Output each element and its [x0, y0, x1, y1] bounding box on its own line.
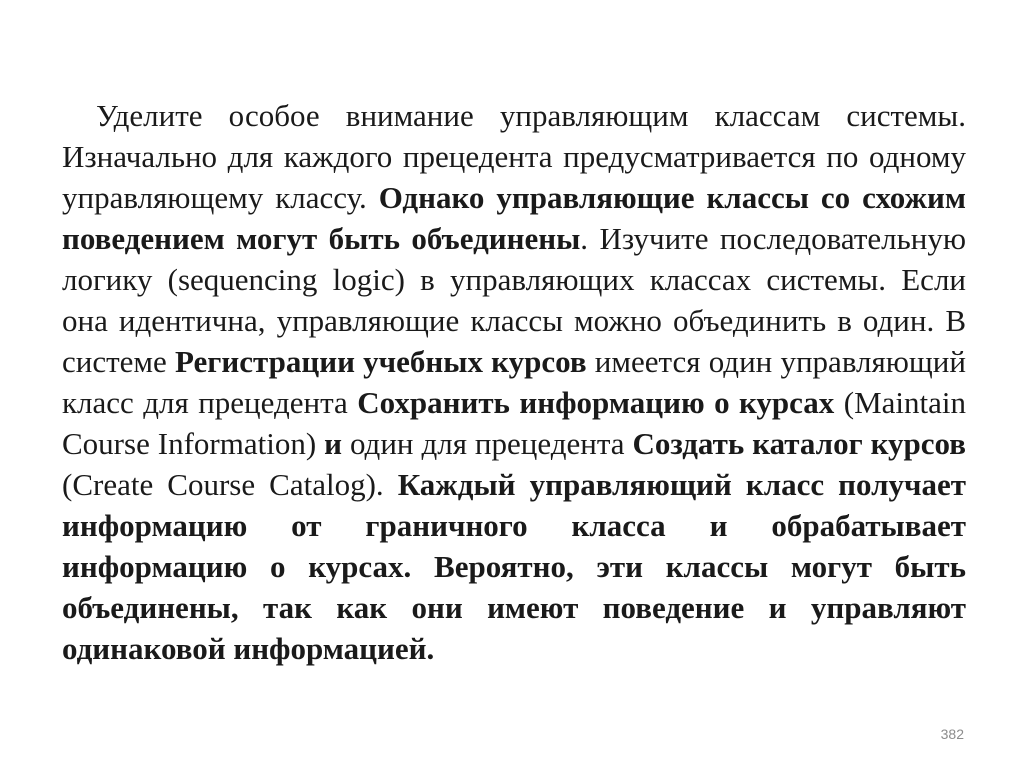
text-segment: один для прецедента [342, 426, 633, 461]
text-segment-bold: и [324, 426, 342, 461]
text-segment: Уделите особое внимание управляющим классам системы. Изначально для каждого прецедента предусматривается по одному управляющему классу. [62, 98, 966, 215]
text-segment-bold: Создать каталог курсов [632, 426, 966, 461]
text-segment: (Create Course Catalog). [62, 467, 398, 502]
text-segment-bold: Сохранить информацию о курсах [357, 385, 835, 420]
text-segment: имеется один управляющий класс для прецедента [62, 344, 966, 420]
body-paragraph [62, 95, 966, 669]
page-number: 382 [940, 726, 964, 742]
text-segment-bold: Однако управляющие классы со схожим поведением могут быть объединены [62, 180, 966, 256]
text-segment-bold: Регистрации учебных курсов [175, 344, 587, 379]
text-segment-bold: Каждый управляющий класс получает информацию от граничного класса и обрабатывает информацию о курсах. Вероятно, эти классы могут быть объединены, так как они имеют поведение и управляют одинаковой информацией. [62, 467, 966, 666]
text-segment: . Изучите последовательную логику (sequencing logic) в управляющих классах системы. Если она идентична, управляющие классы можно объединить в один. В системе [62, 221, 966, 379]
text-segment: (Maintain Course Information) [62, 385, 966, 461]
